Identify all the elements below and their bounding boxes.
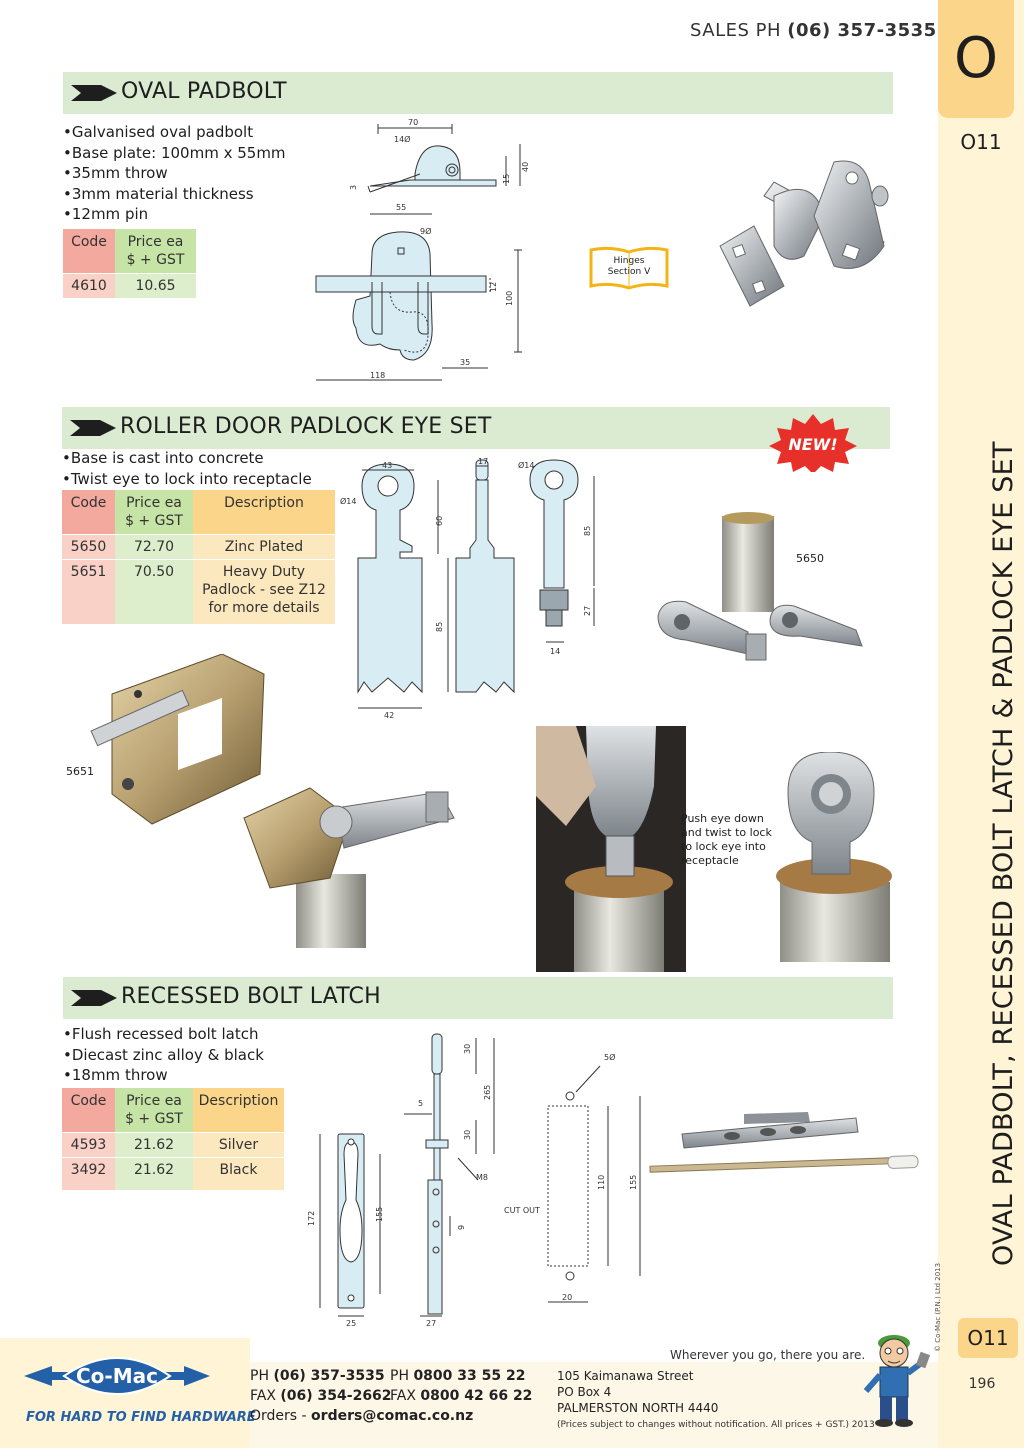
- roller-door-header: [62, 407, 890, 449]
- phone-number[interactable]: (06) 357-3535: [273, 1368, 385, 1384]
- product-price: 10.65: [115, 274, 196, 299]
- oval-padbolt-header: [63, 72, 893, 114]
- page-number: 196: [968, 1376, 996, 1392]
- padlock-eye-drawing: [338, 456, 610, 726]
- section-title: ROLLER DOOR PADLOCK EYE SET: [120, 414, 492, 439]
- ph2-label: PH: [390, 1368, 409, 1384]
- feature-item: • Flush recessed bolt latch: [63, 1024, 264, 1045]
- dim-label: 100: [505, 290, 514, 306]
- product-code: 4610: [63, 274, 115, 299]
- photo-code-5651: 5651: [66, 765, 94, 778]
- product-price: 21.62: [115, 1158, 193, 1190]
- dim-label: 172: [307, 1210, 316, 1226]
- sales-phone: [690, 20, 937, 41]
- product-description: Heavy Duty Padlock - see Z12 for more details: [193, 560, 335, 624]
- product-price: 21.62: [115, 1133, 193, 1158]
- dim-label: 85: [435, 621, 444, 632]
- dim-label: 14: [550, 647, 561, 656]
- vertical-page-title: OVAL PADBOLT, RECESSED BOLT LATCH & PADLOCK EYE SET: [988, 441, 1019, 1266]
- dim-label: 25: [346, 1319, 357, 1328]
- orders-line: [250, 1406, 473, 1426]
- ph-label: PH: [250, 1368, 269, 1384]
- dim-label: 9: [457, 1224, 466, 1230]
- dim-label: 30: [463, 1043, 472, 1054]
- fax-label: FAX: [250, 1388, 276, 1404]
- roller-door-price-table: [62, 490, 335, 624]
- feature-item: • Base is cast into concrete: [62, 448, 312, 469]
- orders-label: Orders -: [250, 1408, 307, 1424]
- feature-item: • Diecast zinc alloy & black: [63, 1045, 264, 1066]
- dim-label: Ø14: [340, 497, 357, 506]
- dim-label: CUT OUT: [504, 1206, 540, 1215]
- page-code: O11: [960, 130, 1002, 154]
- dim-label: 155: [629, 1174, 638, 1190]
- header-description: Description: [193, 490, 335, 535]
- dim-label: 40: [521, 161, 530, 172]
- oval-padbolt-price-table: [63, 229, 196, 298]
- roller-door-features: [62, 448, 312, 489]
- eye-set-photo: [652, 508, 872, 684]
- dim-label: 43: [382, 461, 393, 470]
- logo-tagline: FOR HARD TO FIND HARDWARE: [26, 1410, 256, 1425]
- recessed-bolt-drawing: [300, 1030, 660, 1340]
- header-code: Code: [62, 490, 115, 535]
- product-code: 4593: [62, 1133, 115, 1158]
- freefax-line: [390, 1386, 532, 1406]
- freephone-block: [390, 1366, 532, 1406]
- feature-item: • 12mm pin: [63, 204, 286, 225]
- address-line: PALMERSTON NORTH 4440: [557, 1401, 719, 1415]
- dim-label: 155: [375, 1206, 384, 1222]
- dim-label: 27: [583, 605, 592, 616]
- sales-phone-number: (06) 357-3535: [787, 20, 937, 41]
- product-code: 5650: [62, 535, 115, 560]
- slogan: Wherever you go, there you are.: [670, 1348, 866, 1362]
- new-badge: [767, 412, 859, 472]
- hinges-reference: Hinges Section V: [607, 256, 651, 277]
- price-disclaimer: (Prices subject to changes without notification. All prices + GST.) 2013: [557, 1420, 875, 1430]
- table-row: [62, 1158, 284, 1190]
- freephone-number[interactable]: 0800 33 55 22: [413, 1368, 526, 1384]
- product-description: Zinc Plated: [193, 535, 335, 560]
- recessed-bolt-features: [63, 1024, 264, 1086]
- fax-number: (06) 354-2662: [280, 1388, 392, 1404]
- dim-label: 14Ø: [394, 135, 411, 144]
- arrow-icon: [71, 85, 117, 101]
- freefax-number: 0800 42 66 22: [420, 1388, 533, 1404]
- dim-label: M8: [476, 1173, 488, 1182]
- orders-email-link[interactable]: orders@comac.co.nz: [311, 1408, 474, 1424]
- dim-label: 9Ø: [420, 227, 432, 236]
- bolt-latch-photo: [648, 1112, 920, 1184]
- dim-label: 60: [435, 515, 444, 526]
- dim-label: 12: [489, 281, 498, 292]
- dim-label: 17: [478, 457, 489, 466]
- recessed-bolt-header: [63, 977, 893, 1019]
- dim-label: Ø14: [518, 461, 535, 470]
- fax2-label: FAX: [390, 1388, 416, 1404]
- dim-label: 5Ø: [604, 1053, 616, 1062]
- table-row: [62, 535, 335, 560]
- feature-item: • 18mm throw: [63, 1065, 264, 1086]
- product-description: Silver: [193, 1133, 284, 1158]
- section-title: OVAL PADBOLT: [121, 79, 287, 104]
- header-description: Description: [193, 1088, 284, 1133]
- product-code: 5651: [62, 560, 115, 624]
- copyright-notice: © Co-Mac (P.N.) Ltd 2013: [934, 1262, 942, 1352]
- header-code: Code: [63, 229, 115, 274]
- feature-item: • 35mm throw: [63, 163, 286, 184]
- header-code: Code: [62, 1088, 115, 1133]
- section-letter-tab: [938, 0, 1014, 118]
- dim-label: 5: [418, 1099, 424, 1108]
- header-price: Price ea $ + GST: [115, 229, 196, 274]
- dim-label: 15: [502, 173, 511, 184]
- dim-label: 85: [583, 525, 592, 536]
- table-row: [62, 1133, 284, 1158]
- dim-label: 70: [408, 118, 419, 127]
- feature-item: • Galvanised oval padbolt: [63, 122, 286, 143]
- dim-label: 35: [460, 358, 471, 367]
- dim-label: 3: [349, 184, 358, 190]
- table-row: [63, 274, 196, 299]
- feature-item: • Base plate: 100mm x 55mm: [63, 143, 286, 164]
- eye-in-receptacle-photo: [774, 752, 894, 962]
- dim-label: 27: [426, 1319, 437, 1328]
- dim-label: 20: [562, 1293, 573, 1302]
- bottom-page-code: O11: [958, 1318, 1018, 1358]
- feature-item: • 3mm material thickness: [63, 184, 286, 205]
- header-price: Price ea $ + GST: [115, 1088, 193, 1133]
- header-price: Price ea $ + GST: [115, 490, 193, 535]
- section-title: RECESSED BOLT LATCH: [121, 984, 381, 1009]
- feature-item: • Twist eye to lock into receptacle: [62, 469, 312, 490]
- push-twist-instruction: Push eye down and twist to lock to lock eye into receptacle: [681, 812, 772, 867]
- section-letter: O: [953, 26, 999, 91]
- product-price: 72.70: [115, 535, 193, 560]
- dim-label: 110: [597, 1174, 606, 1190]
- sales-label: SALES PH: [690, 20, 782, 41]
- arrow-icon: [71, 990, 117, 1006]
- oval-padbolt-features: [63, 122, 286, 225]
- oval-padbolt-photo: [714, 156, 894, 320]
- address-line: 105 Kaimanawa Street: [557, 1369, 694, 1383]
- table-row: [62, 560, 335, 624]
- mascot-illustration: [860, 1325, 930, 1429]
- padlock-on-eye-photo: [240, 778, 464, 948]
- new-badge-text: NEW!: [788, 435, 838, 454]
- dim-label: 265: [483, 1084, 492, 1100]
- dim-label: 118: [370, 371, 386, 380]
- dim-label: 55: [396, 203, 407, 212]
- logo-text: Co-Mac: [76, 1364, 158, 1388]
- freephone-line: [390, 1366, 532, 1386]
- product-description: Black: [193, 1158, 284, 1190]
- oval-padbolt-drawing: [310, 114, 550, 390]
- postal-address: [557, 1368, 718, 1416]
- comac-logo[interactable]: [24, 1346, 210, 1408]
- address-line: PO Box 4: [557, 1385, 612, 1399]
- photo-code-5650: 5650: [796, 552, 824, 565]
- dim-label: 42: [384, 711, 395, 720]
- recessed-bolt-price-table: [62, 1088, 284, 1190]
- product-price: 70.50: [115, 560, 193, 624]
- product-code: 3492: [62, 1158, 115, 1190]
- arrow-icon: [70, 420, 116, 436]
- push-twist-photo: [536, 726, 686, 972]
- dim-label: 30: [463, 1129, 472, 1140]
